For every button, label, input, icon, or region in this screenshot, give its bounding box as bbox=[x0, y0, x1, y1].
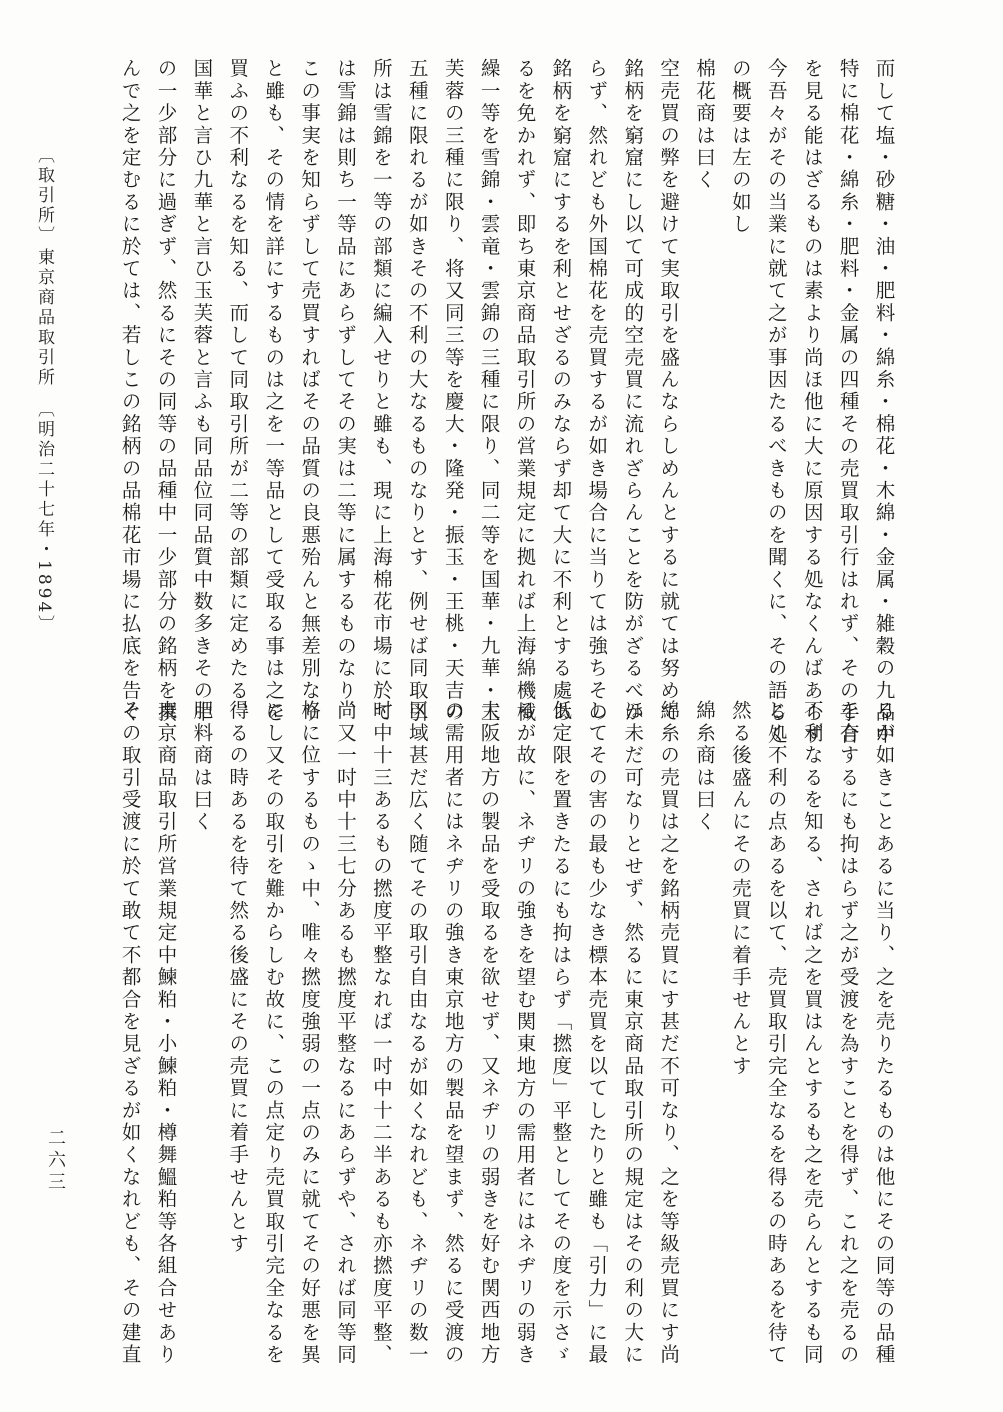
text-column: を有するにも拘はらず之が受渡を為すことを得ず、これ之を売るの bbox=[836, 700, 860, 1366]
text-column: 綿糸商は曰く bbox=[693, 700, 716, 834]
text-column: を見る能はざるものは素より尚ほ他に大に原因する処なくんばあらず bbox=[800, 58, 824, 747]
text-column: 所は雪錦を一等の部類に編入せりと雖も、現に上海棉花市場に於て bbox=[369, 58, 393, 724]
text-column: の一少部分に過ぎず、然るにその同等の品種中一少部分の銘柄を撰 bbox=[154, 58, 178, 724]
text-column: 尚又一吋中十三七分あるも撚度平整なるにあらずや、されば同等同 bbox=[334, 700, 357, 1366]
source-date: 〔明治二十七年・1894〕 bbox=[34, 400, 54, 636]
text-column: るを免かれず、即ち東京商品取引所の営業規定に拠れば上海綿機械 bbox=[513, 58, 537, 724]
text-column: ほ未だ可なりとせず、然るに東京商品取引所の規定はその利の大に bbox=[621, 700, 645, 1366]
text-column: 肥料商は曰く bbox=[190, 700, 214, 834]
text-column: 而して塩・砂糖・油・肥料・綿糸・棉花・木綿・金属・雑穀の九品中 bbox=[872, 58, 896, 747]
text-column: るが故に、ネヂリの強きを望む関東地方の需用者にはネヂリの弱き bbox=[513, 700, 537, 1366]
text-column: 買ふの不利なるを知る、而して同取引所が二等の部類に定めたる、 bbox=[226, 58, 250, 724]
text-column: らず、然れども外国棉花を売買するが如き場合に当りては強ちその bbox=[585, 58, 609, 724]
text-column: 格に位するものゝ中、唯々撚度強弱の一点のみに就てその好悪を異 bbox=[298, 700, 322, 1366]
text-column: 銘柄を窮窟にし以て可成的空売買に流れざらんことを防がざるべか bbox=[621, 58, 645, 724]
text-column: その取引受渡に於て敢て不都合を見ざるが如くなれども、その建直 bbox=[118, 700, 142, 1366]
text-column: 綿糸の売買は之を銘柄売買にす甚だ不可なり、之を等級売買にす尚 bbox=[657, 700, 681, 1366]
text-column: 今吾々がその当業に就て之が事因たるべきものを聞くに、その語る処 bbox=[764, 58, 788, 747]
page-number: 二六三 bbox=[45, 1128, 66, 1194]
text-column: 芙蓉の三種に限り、将又同三等を慶大・隆発・振玉・王桃・天吉の bbox=[441, 58, 465, 724]
text-column: 区域甚だ広く随てその取引自由なるが如くなれども、ネヂリの数一 bbox=[405, 700, 429, 1366]
text-column: は雪錦は則ち一等品にあらずしてその実は二等に属するものなり、 bbox=[334, 58, 357, 724]
text-column: るが如きことあるに当り、之を売りたるものは他にその同等の品種 bbox=[872, 700, 896, 1366]
text-column: 繰一等を雪錦・雲竜・雲錦の三種に限り、同二等を国華・九華・玉 bbox=[477, 58, 501, 724]
text-column: 然る後盛んにその売買に着手せんとす bbox=[728, 700, 752, 1078]
text-column: の概要は左の如し bbox=[728, 58, 752, 236]
source-category: 〔取引所〕 bbox=[34, 146, 54, 246]
text-column: の需用者にはネヂリの強き東京地方の製品を望まず、然るに受渡の bbox=[441, 700, 465, 1366]
text-column: 大阪地方の製品を受取るを欲せず、又ネヂリの弱きを好む関西地方 bbox=[477, 700, 501, 1366]
text-column: 国華と言ひ九華と言ひ玉芙蓉と言ふも同品位同品質中数多きその中 bbox=[190, 58, 214, 724]
text-column: 吋中十三あるもの撚度平整なれば一吋中十二半あるも亦撚度平整、 bbox=[369, 700, 393, 1366]
text-column: と雖も、その情を詳にするものは之を一等品として受取る事は之を bbox=[262, 58, 286, 724]
text-column: この事実を知らずして売買すればその品質の良悪殆んと無差別なり bbox=[298, 58, 322, 724]
text-column: 空売買の弊を避けて実取引を盛んならしめんとするに就ては努めて bbox=[657, 58, 681, 724]
source-document: 東京商品取引所 bbox=[34, 248, 54, 388]
text-column: 五種に限れるが如きその不利の大なるものなりとす、例せば同取引 bbox=[405, 58, 429, 724]
text-column: 東京商品取引所営業規定中鰊粕・小鰊粕・樽舞鰮粕等各組合せあり bbox=[154, 700, 178, 1366]
text-column: 不利なるを知る、されば之を買はんとするも之を売らんとするも同 bbox=[800, 700, 824, 1366]
text-column: じく不利の点あるを以て、売買取引完全なるを得るの時あるを待て bbox=[764, 700, 788, 1366]
text-column: にし又その取引を難からしむ故に、この点定り売買取引完全なるを bbox=[262, 700, 286, 1366]
text-column: んで之を定むるに於ては、若しこの銘柄の品棉花市場に払底を告ぐ bbox=[118, 58, 142, 724]
text-column: 低定限を置きたるにも拘はらず「撚度」平整としてその度を示さゞ bbox=[549, 700, 573, 1366]
text-column: 特に棉花・綿糸・肥料・金属の四種その売買取引行はれず、その手合 bbox=[836, 58, 860, 747]
text-column: 銘柄を窮窟にするを利とせざるのみならず却て大に不利とする處あ bbox=[549, 58, 573, 724]
text-column: 得るの時あるを待て然る後盛にその売買に着手せんとす bbox=[226, 700, 250, 1255]
text-column: 棉花商は曰く bbox=[693, 58, 716, 192]
text-column: してその害の最も少なき標本売買を以てしたりと雖も「引力」に最 bbox=[585, 700, 609, 1366]
